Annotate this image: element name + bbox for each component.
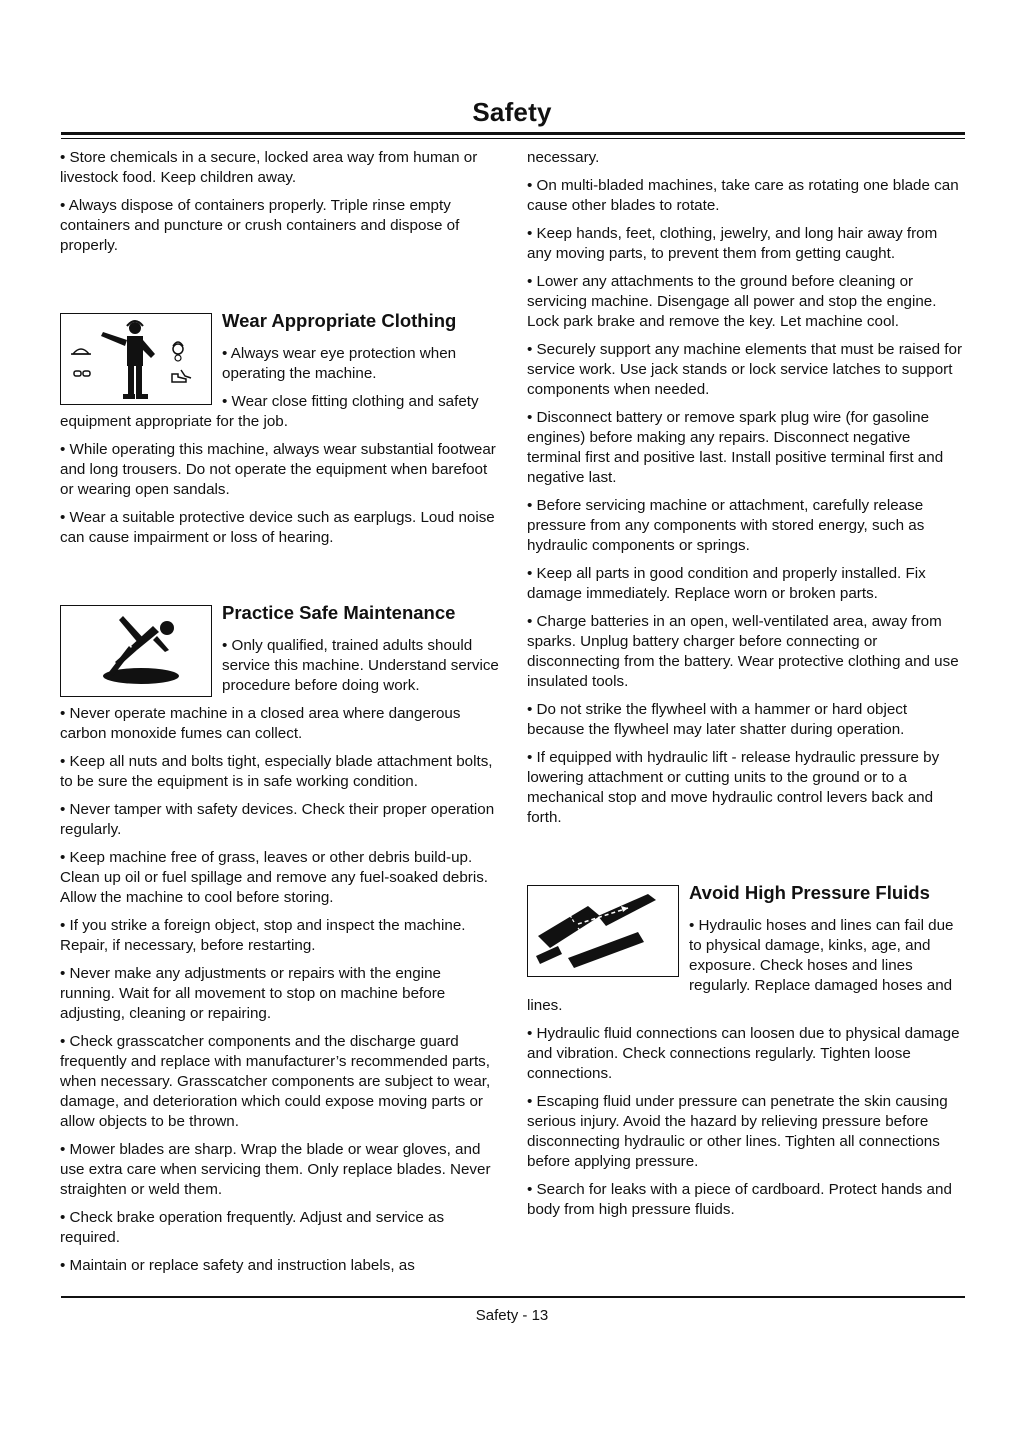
paragraph: • Check brake operation frequently. Adjust and service as required. <box>60 1209 445 1246</box>
page-footer: Safety - 13 <box>475 1307 549 1324</box>
high-pressure-fluid-icon <box>527 885 679 977</box>
paragraph: • Keep all parts in good condition and properly installed. Fix damage immediately. Replace worn or broken parts. <box>527 565 926 602</box>
header-rule <box>61 132 965 135</box>
paragraph: • Maintain or replace safety and instruction labels, as <box>60 1257 415 1274</box>
paragraph: • Keep hands, feet, clothing, jewelry, and long hair away from any moving parts, to prevent them from getting caught. <box>527 225 938 262</box>
paragraph: • Store chemicals in a secure, locked area way from human or livestock food. Keep children away. <box>60 149 478 186</box>
paragraph: • Do not strike the flywheel with a hammer or hard object because the flywheel may later shatter during operation. <box>527 701 908 738</box>
paragraph: • Keep machine free of grass, leaves or other debris build-up. Clean up oil or fuel spillage and remove any fuel-soaked debris. Allow the machine to cool before storing. <box>60 849 489 906</box>
paragraph: • While operating this machine, always wear substantial footwear and long trousers. Do not operate the equipment when barefoot or wearing open sandals. <box>60 441 496 498</box>
paragraph: • Mower blades are sharp. Wrap the blade or wear gloves, and use extra care when servicing them. Only replace blades. Never straighten or weld them. <box>60 1141 491 1198</box>
paragraph: • Check grasscatcher components and the discharge guard frequently and replace with manufacturer’s recommended parts, when necessary. Grasscatcher components are subject to wear, damage, and deterioration which could expose moving parts or allow objects to be thrown. <box>60 1033 491 1130</box>
header-rule-thin <box>61 138 965 139</box>
section-wear-appropriate-clothing <box>60 310 500 440</box>
paragraph: • Search for leaks with a piece of cardboard. Protect hands and body from high pressure fluids. <box>527 1181 952 1218</box>
paragraph: • Charge batteries in an open, well-ventilated area, away from sparks. Unplug battery charger before connecting or disconnecting from the battery. Wear protective clothing and use insulated tools. <box>527 613 959 690</box>
paragraph: • Lower any attachments to the ground before cleaning or servicing machine. Disengage all power and stop the engine. Lock park brake and remove the key. Let machine cool. <box>527 273 937 330</box>
paragraph: • Never operate machine in a closed area where dangerous carbon monoxide fumes can collect. <box>60 705 461 742</box>
paragraph: • Hydraulic fluid connections can loosen due to physical damage and vibration. Check connections regularly. Tighten loose connections. <box>527 1025 960 1082</box>
paragraph: • Securely support any machine elements that must be raised for service work. Use jack stands or lock service latches to support components when needed. <box>527 341 963 398</box>
protective-clothing-icon <box>60 313 212 405</box>
paragraph: • Wear close fitting clothing and safety equipment appropriate for the job. <box>60 393 479 430</box>
right-column <box>527 148 965 1228</box>
footer-rule <box>61 1296 965 1298</box>
paragraph: • Hydraulic hoses and lines can fail due to physical damage, kinks, age, and exposure. Check hoses and lines regularly. Replace damaged hoses and lines. <box>527 917 954 1014</box>
paragraph: • If you strike a foreign object, stop and inspect the machine. Repair, if necessary, before restarting. <box>60 917 466 954</box>
paragraph: • Before servicing machine or attachment, carefully release pressure from any components with stored energy, such as hydraulic components or springs. <box>527 497 925 554</box>
section-title: Practice Safe Maintenance <box>222 602 456 623</box>
section-practice-safe-maintenance <box>60 602 500 704</box>
page-title: Safety <box>472 97 552 127</box>
paragraph: • Only qualified, trained adults should service this machine. Understand service procedure before doing work. <box>222 637 499 694</box>
left-column <box>60 148 500 1284</box>
section-title: Wear Appropriate Clothing <box>222 310 457 331</box>
paragraph: necessary. <box>527 149 600 166</box>
slipping-person-icon <box>60 605 212 697</box>
paragraph: • Never tamper with safety devices. Check their proper operation regularly. <box>60 801 495 838</box>
paragraph: • On multi-bladed machines, take care as rotating one blade can cause other blades to rotate. <box>527 177 959 214</box>
paragraph: • Disconnect battery or remove spark plug wire (for gasoline engines) before making any repairs. Disconnect negative terminal first and positive last. Install positive terminal first and negative last. <box>527 409 944 486</box>
section-avoid-high-pressure-fluids <box>527 882 965 1024</box>
paragraph: • Escaping fluid under pressure can penetrate the skin causing serious injury. Avoid the hazard by relieving pressure before disconnecting hydraulic or other lines. Tighten all connections before applying pressure. <box>527 1093 948 1170</box>
section-title: Avoid High Pressure Fluids <box>689 882 930 903</box>
paragraph: • Wear a suitable protective device such as earplugs. Loud noise can cause impairment or loss of hearing. <box>60 509 495 546</box>
paragraph: • Never make any adjustments or repairs with the engine running. Wait for all movement to stop on machine before adjusting, cleaning or repairing. <box>60 965 446 1022</box>
paragraph: • If equipped with hydraulic lift - release hydraulic pressure by lowering attachment or cutting units to the ground or to a mechanical stop and move hydraulic control levers back and forth. <box>527 749 940 826</box>
paragraph: • Keep all nuts and bolts tight, especially blade attachment bolts, to be sure the equipment is in safe working condition. <box>60 753 493 790</box>
paragraph: • Always wear eye protection when operating the machine. <box>222 345 457 382</box>
paragraph: • Always dispose of containers properly. Triple rinse empty containers and puncture or crush containers and dispose of properly. <box>60 197 460 254</box>
